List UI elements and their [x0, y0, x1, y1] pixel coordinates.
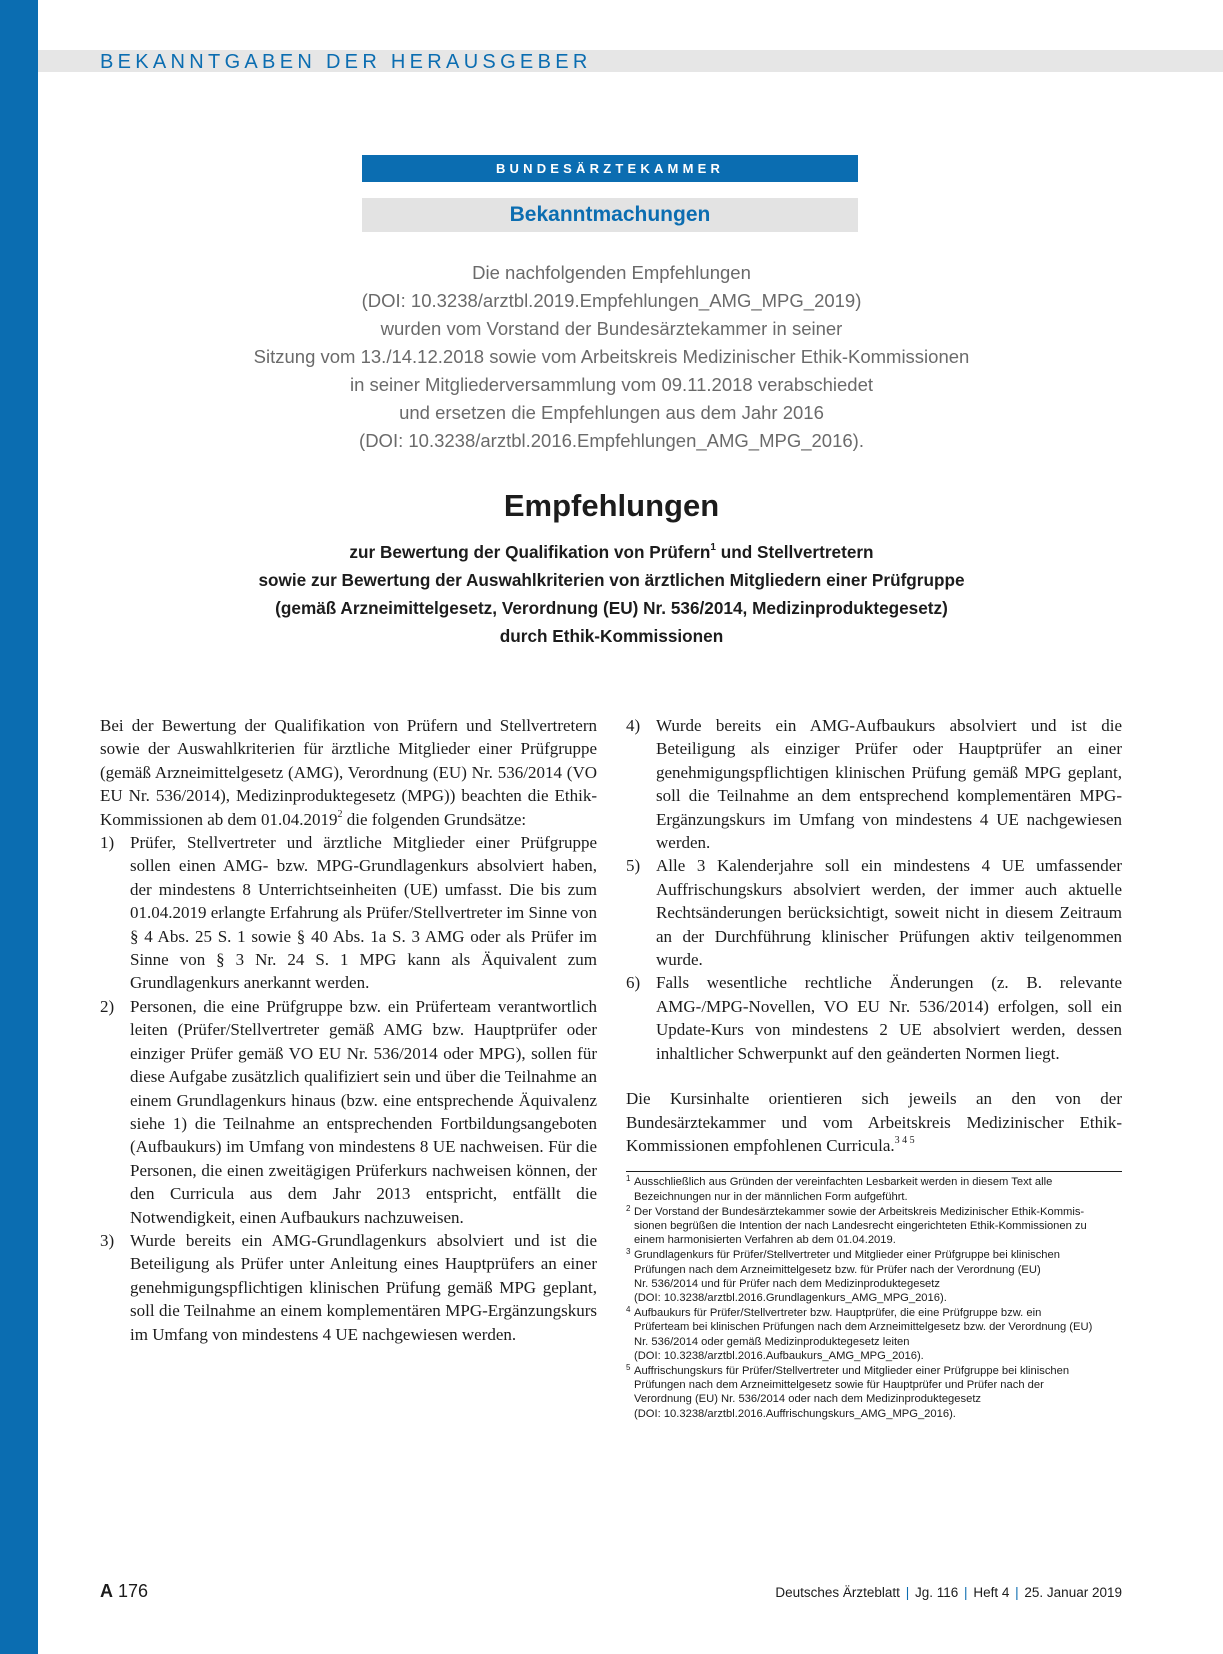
subtitle-text: und Stellvertretern	[715, 542, 874, 562]
footnote-number: 2	[626, 1203, 631, 1213]
item-number: 4)	[626, 716, 641, 735]
footnote-line: Bezeichnungen nur in der männlichen Form aufgeführt.	[634, 1190, 908, 1203]
lead-tail: die folgenden Grundsätze:	[342, 809, 527, 829]
footnote-line: Prüferteam bei klinischen Prüfungen nach dem Arzneimittelgesetz bzw. der Verordnung (EU)	[634, 1321, 1093, 1334]
item-text: Wurde bereits ein AMG-Aufbaukurs absolviert und ist die Beteiligung als einziger Prüfer oder Hauptprüfer an einer genehmigungspflichtigen klinischen Prüfung gemäß MPG geplant, soll die Teilnahme an dem entsprechend komplementären MPG-Ergänzungskurs im Umfang von mindestens 4 UE nachgewiesen werden.	[656, 716, 1122, 853]
footnote	[626, 1175, 1122, 1203]
item-text: Alle 3 Kalenderjahre soll ein mindestens 4 UE umfassender Auffrischungskurs absolviert werden, der immer auch aktuelle Rechtsänderungen berücksichtigt, soweit nicht in diesem Zeitraum an der Durchführung klinischer Prüfungen aktiv teilgenommen wurde.	[656, 856, 1122, 970]
closing-text: Die Kursinhalte orientieren sich jeweils an den von der Bundesärztekammer und vom Arbeitskreis Medizinischer Ethik-Kommissionen empfohlenen Curricula.	[626, 1089, 1122, 1155]
subtitle-line	[150, 538, 1073, 566]
item-text: Personen, die eine Prüfgruppe bzw. ein Prüferteam verantwortlich leiten (Prüfer/Stellvertreter gemäß AMG bzw. Hauptprüfer oder einziger Prüfer gemäß VO EU Nr. 536/2014 oder MPG), sollen für diese Aufgabe zusätzlich qualifiziert sein und über die Teilnahme an einem Grundlagenkurs hinaus (bzw. eine entsprechende Äquivalenz siehe 1) die Teilnahme an entsprechenden Fortbildungsangeboten (Aufbaukurs) im Umfang von mindestens 8 UE nachweisen. Für die Personen, die einen zweitägigen Prüferkurs nachweisen können, der den Curricula aus dem Jahr 2013 entspricht, entfällt die Notwendigkeit, einen Aufbaukurs nachzuweisen.	[130, 996, 597, 1227]
page-prefix: A	[100, 1581, 113, 1601]
list-item	[626, 971, 1122, 1065]
volume: Jg. 116	[914, 1585, 959, 1600]
issue-date: 25. Januar 2019	[1024, 1585, 1122, 1600]
footnote-line: Grundlagenkurs für Prüfer/Stellvertreter und Mitglieder einer Prüfgruppe bei klinischen	[634, 1249, 1060, 1262]
footnote-line: Nr. 536/2014 oder gemäß Medizinproduktegesetz leiten	[634, 1335, 910, 1348]
left-column	[100, 714, 597, 1346]
footnote-number: 5	[626, 1362, 631, 1372]
footnote-line: Ausschließlich aus Gründen der vereinfachten Lesbarkeit werden in diesem Text alle	[634, 1176, 1053, 1189]
list-item	[626, 854, 1122, 971]
side-accent-bar	[0, 0, 38, 1654]
intro-line: in seiner Mitgliederversammlung vom 09.11.2018 verabschiedet	[349, 374, 874, 395]
intro-line: und ersetzen die Empfehlungen aus dem Jahr 2016	[399, 402, 824, 423]
footnote-ref: 2	[337, 808, 343, 820]
section-header: BEKANNTGABEN DER HERAUSGEBER	[100, 51, 592, 73]
separator: |	[964, 1585, 968, 1600]
intro-line: (DOI: 10.3238/arztbl.2016.Empfehlungen_AMG_MPG_2016).	[359, 430, 864, 451]
footnote-number: 4	[626, 1305, 631, 1315]
right-column	[626, 714, 1122, 1422]
list-item	[100, 831, 597, 995]
intro-paragraph	[150, 259, 1073, 455]
footnote-line: Auffrischungskurs für Prüfer/Stellvertreter und Mitglieder einer Prüfgruppe bei klinischen	[634, 1364, 1070, 1377]
org-banner: BUNDESÄRZTEKAMMER	[362, 155, 858, 182]
closing-paragraph	[626, 1087, 1122, 1157]
item-number: 2)	[100, 996, 115, 1016]
separator: |	[1015, 1585, 1019, 1600]
footnote-line: (DOI: 10.3238/arztbl.2016.Aufbaukurs_AMG_MPG_2016).	[634, 1349, 924, 1362]
footnote-line: (DOI: 10.3238/arztbl.2016.Grundlagenkurs_AMG_MPG_2016).	[634, 1291, 947, 1304]
footnote	[626, 1248, 1122, 1305]
footnote-line: Prüfungen nach dem Arzneimittelgesetz bzw. für Prüfer nach der Verordnung (EU)	[634, 1263, 1041, 1276]
publication-info	[775, 1585, 1122, 1600]
footnote-line: Verordnung (EU) Nr. 536/2014 oder nach dem Medizinproduktegesetz	[634, 1393, 982, 1406]
item-text: Falls wesentliche rechtliche Änderungen (z. B. relevante AMG-/MPG-Novellen, VO EU Nr. 536/2014) erfolgen, soll ein Update-Kurs von mindestens 2 UE absolviert werden, dessen inhaltlicher Schwerpunkt auf den geänderten Normen liegt.	[656, 973, 1122, 1063]
item-number: 1)	[100, 833, 115, 853]
list-item	[626, 714, 1122, 854]
list-item	[100, 1229, 597, 1346]
footnote	[626, 1205, 1122, 1248]
page-number	[100, 1581, 148, 1602]
document-title: Empfehlungen	[503, 488, 720, 523]
item-number: 3)	[100, 1230, 115, 1250]
principles-list	[100, 831, 597, 1346]
intro-line: Die nachfolgenden Empfehlungen	[472, 262, 751, 283]
subtitle-text: zur Bewertung der Qualifikation von Prüfern	[349, 542, 711, 562]
footnote-line: Prüfungen nach dem Arzneimittelgesetz sowie für Hauptprüfer und Prüfer nach der	[634, 1379, 1044, 1392]
lead-text: Bei der Bewertung der Qualifikation von Prüfern und Stellvertretern sowie der Auswahlkriterien für ärztliche Mitglieder einer Prüfgruppe (gemäß Arzneimittelgesetz (AMG), Verordnung (EU) Nr. 536/2014 (VO EU Nr. 536/2014), Medizinproduktegesetz (MPG)) beachten die Ethik-Kommissionen ab dem 01.04.2019	[100, 716, 597, 829]
item-number: 5)	[626, 856, 641, 876]
footnote-line: Der Vorstand der Bundesärztekammer sowie der Arbeitskreis Medizinischer Ethik-Kommis-	[634, 1205, 1085, 1218]
footnote-ref: 3 4 5	[894, 1135, 915, 1147]
document-subtitle	[150, 538, 1073, 650]
lead-paragraph	[100, 714, 597, 831]
footnote-ref: 1	[710, 542, 716, 554]
subtitle-line: (gemäß Arzneimittelgesetz, Verordnung (EU) Nr. 536/2014, Medizinproduktegesetz)	[275, 598, 948, 618]
footnote-line: (DOI: 10.3238/arztbl.2016.Auffrischungskurs_AMG_MPG_2016).	[634, 1407, 956, 1420]
intro-line: (DOI: 10.3238/arztbl.2019.Empfehlungen_AMG_MPG_2019)	[361, 290, 862, 311]
separator: |	[905, 1585, 910, 1600]
notice-banner: Bekanntmachungen	[362, 198, 858, 232]
intro-line: Sitzung vom 13./14.12.2018 sowie vom Arbeitskreis Medizinischer Ethik-Kommissionen	[253, 346, 970, 367]
issue: Heft 4	[973, 1585, 1010, 1600]
footnote-line: sionen begrüßen die Intention der nach Landesrecht eingerichteten Ethik-Kommissionen zu	[634, 1219, 1087, 1232]
footnotes	[626, 1171, 1122, 1420]
footnote-line: Aufbaukurs für Prüfer/Stellvertreter bzw. Hauptprüfer, die eine Prüfgruppe bzw. ein	[634, 1307, 1042, 1320]
item-text: Prüfer, Stellvertreter und ärztliche Mitglieder einer Prüfgruppe sollen einen AMG- bzw. MPG-Grundlagenkurs absolviert haben, der mindestens 8 Unterrichtseinheiten (UE) umfasst. Die bis zum 01.04.2019 erlangte Erfahrung als Prüfer/Stellvertreter im Sinne von § 4 Abs. 25 S. 1 sowie § 40 Abs. 1a S. 3 AMG oder als Prüfer im Sinne von § 3 Nr. 24 S. 1 MPG kann als Äquivalent zum Grundlagenkurs anerkannt werden.	[130, 833, 597, 993]
intro-line: wurden vom Vorstand der Bundesärztekammer in seiner	[380, 318, 843, 339]
subtitle-line: sowie zur Bewertung der Auswahlkriterien von ärztlichen Mitgliedern einer Prüfgruppe	[258, 570, 965, 590]
footnote-line: Nr. 536/2014 und für Prüfer nach dem Medizinproduktegesetz	[634, 1277, 940, 1290]
item-number: 6)	[626, 973, 641, 993]
footnote-number: 3	[626, 1247, 631, 1257]
subtitle-line: durch Ethik-Kommissionen	[499, 626, 724, 646]
footnote-line: einem harmonisierten Verfahren ab dem 01.04.2019.	[634, 1234, 896, 1247]
footnote-number: 1	[626, 1174, 631, 1184]
page-number-value: 176	[118, 1581, 149, 1601]
principles-list-continued	[626, 714, 1122, 1065]
list-item	[100, 995, 597, 1229]
footnote	[626, 1306, 1122, 1363]
item-text: Wurde bereits ein AMG-Grundlagenkurs absolviert und ist die Beteiligung als Prüfer unter Anleitung eines Hauptprüfers an einer genehmigungspflichtigen klinischen Prüfung gemäß MPG geplant, soll die Teilnahme an einem komplementären MPG-Ergänzungskurs im Umfang von mindestens 4 UE nachgewiesen werden.	[130, 1230, 597, 1344]
footnote	[626, 1364, 1122, 1421]
journal-name: Deutsches Ärzteblatt	[775, 1585, 900, 1600]
